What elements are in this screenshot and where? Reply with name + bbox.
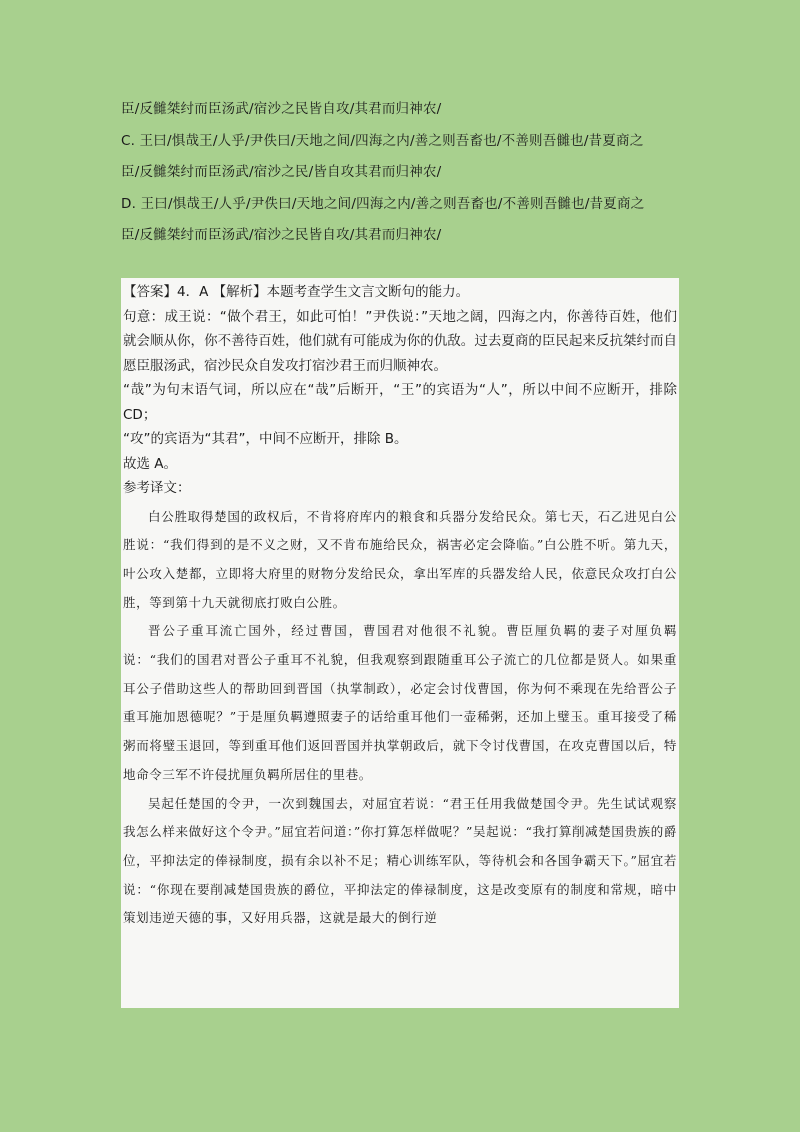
reason-1: “哉”为句末语气词，所以应在“哉”后断开，“王”的宾语为“人”，所以中间不应断开，排除 CD； xyxy=(123,382,677,423)
answer-explanation-box xyxy=(121,278,679,1008)
answer-options xyxy=(121,94,681,252)
option-c-line-2: 臣/反雠桀纣而臣汤武/宿沙之民/皆自攻其君而归神农/ xyxy=(121,164,442,180)
reference-translation xyxy=(123,503,677,934)
translation-paragraph-3: 吴起任楚国的令尹，一次到魏国去，对屈宜若说：“君王任用我做楚国令尹。先生试试观察我怎么样来做好这个令尹。”屈宜若问道：”你打算怎样做呢？”吴起说：“我打算削减楚国贵族的爵位，平抑法定的俸禄制度，损有余以补不足；精心训练军队，等待机会和各国争霸天下。”屈宜若说：“你现在要削减楚国贵族的爵位，平抑法定的俸禄制度，这是改变原有的制度和常规，暗中策划违逆天德的事，又好用兵器，这就是最大的倒行逆 xyxy=(123,795,677,926)
final-choice: 故选 A。 xyxy=(123,455,178,472)
option-d-line-1: D. 王曰/惧哉王/人乎/尹佚曰/天地之间/四海之内/善之则吾畜也/不善则吾雠也/昔夏商之 xyxy=(121,195,645,212)
answer-header: 【答案】4．A 【解析】本题考查学生文言文断句的能力。 xyxy=(123,284,470,300)
option-c-line-1: C. 王曰/惧哉王/人乎/尹佚曰/天地之间/四海之内/善之则吾畜也/不善则吾雠也/昔夏商之 xyxy=(121,132,644,149)
translation-paragraph-1: 白公胜取得楚国的政权后，不肯将府库内的粮食和兵器分发给民众。第七天，石乙进见白公胜说：“我们得到的是不义之财，又不肯布施给民众，祸害必定会降临。”白公胜不听。第九天，叶公攻入楚都，立即将大府里的财物分发给民众，拿出军库的兵器发给人民，依意民众攻打白公胜，等到第十九天就彻底打败白公胜。 xyxy=(123,508,677,610)
option-b-tail: 臣/反雠桀纣而臣汤武/宿沙之民皆自攻/其君而归神农/ xyxy=(121,101,442,117)
translation-label: 参考译文： xyxy=(123,480,191,496)
translation-paragraph-2: 晋公子重耳流亡国外，经过曹国，曹国君对他很不礼貌。曹臣厘负羁的妻子对厘负羁说：“我们的国君对晋公子重耳不礼貌，但我观察到跟随重耳公子流亡的几位都是贤人。如果重耳公子借助这些人的帮助回到晋国（执掌制政），必定会讨伐曹国，你为何不乘现在先给晋公子重耳施加恩德呢？”于是厘负羁遵照妻子的话给重耳他们一壶稀粥，还加上璧玉。重耳接受了稀粥而将璧玉退回，等到重耳他们返回晋国并执掌朝政后，就下令讨伐曹国，在攻克曹国以后，特地命令三军不许侵扰厘负羁所居住的里巷。 xyxy=(123,623,677,782)
sentence-meaning: 句意：成王说：“做个君王，如此可怕！”尹佚说：”天地之阔，四海之内，你善待百姓，他们就会顺从你，你不善待百姓，他们就有可能成为你的仇敌。过去夏商的臣民起来反抗桀纣而自愿臣服汤武，宿沙民众自发攻打宿沙君王而归顺神农。 xyxy=(123,308,677,374)
option-d-line-2: 臣/反雠桀纣而臣汤武/宿沙之民皆自攻/其君而归神农/ xyxy=(121,227,442,243)
reason-2: “攻”的宾语为“其君”，中间不应断开，排除 B。 xyxy=(123,431,408,447)
